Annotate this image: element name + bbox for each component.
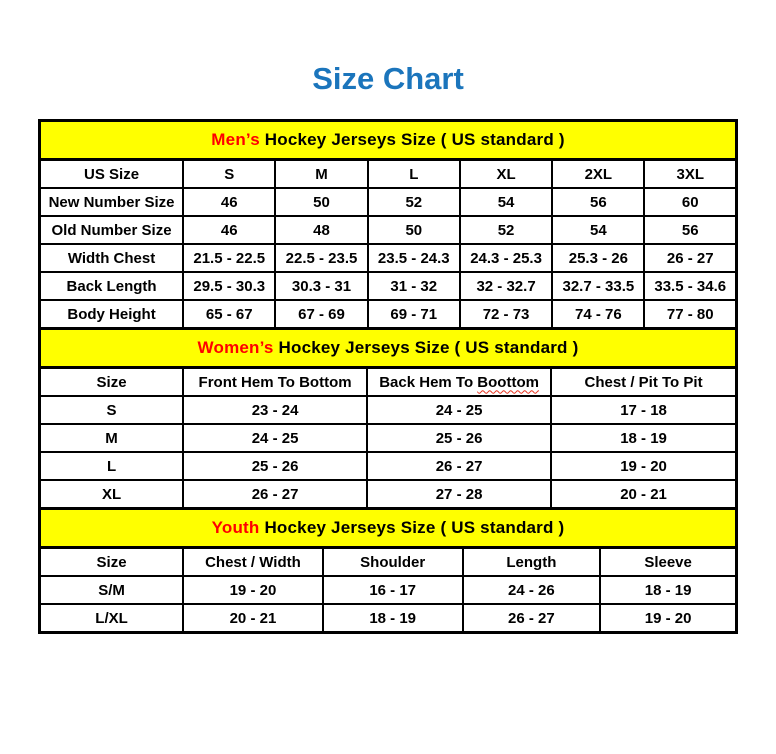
row-label: L — [40, 452, 184, 480]
header-cell: Chest / Pit To Pit — [551, 368, 736, 397]
data-cell: 46 — [183, 216, 275, 244]
header-cell: XL — [460, 160, 552, 189]
row-label: S/M — [40, 576, 184, 604]
header-row — [40, 160, 737, 189]
header-cell: US Size — [40, 160, 184, 189]
data-cell: 67 - 69 — [275, 300, 367, 329]
header-cell: Size — [40, 368, 184, 397]
section-title-text: Hockey Jerseys Size ( US standard ) — [264, 130, 565, 150]
data-cell: 19 - 20 — [600, 604, 736, 633]
data-cell: 23.5 - 24.3 — [368, 244, 460, 272]
data-cell: 26 - 27 — [367, 452, 551, 480]
row-label: Width Chest — [40, 244, 184, 272]
data-cell: 27 - 28 — [367, 480, 551, 509]
data-cell: 16 - 17 — [323, 576, 463, 604]
section-banner — [40, 121, 737, 160]
data-cell: 20 - 21 — [183, 604, 323, 633]
data-cell: 52 — [460, 216, 552, 244]
data-cell: 54 — [552, 216, 644, 244]
table-row — [40, 244, 737, 272]
table-row — [40, 452, 737, 480]
header-cell: Front Hem To Bottom — [183, 368, 367, 397]
table-row — [40, 396, 737, 424]
table-row — [40, 272, 737, 300]
row-label: S — [40, 396, 184, 424]
table-row — [40, 604, 737, 633]
table-row — [40, 300, 737, 329]
data-cell: 32.7 - 33.5 — [552, 272, 644, 300]
header-cell: L — [368, 160, 460, 189]
header-row — [40, 548, 737, 577]
table-row — [40, 576, 737, 604]
section-title-highlight: Youth — [211, 518, 260, 538]
data-cell: 46 — [183, 188, 275, 216]
header-cell: Size — [40, 548, 184, 577]
data-cell: 31 - 32 — [368, 272, 460, 300]
row-label: XL — [40, 480, 184, 509]
section-banner-row — [40, 121, 737, 160]
section-banner — [40, 509, 737, 548]
section-title-highlight: Men’s — [211, 130, 260, 150]
data-cell: 60 — [644, 188, 736, 216]
data-cell: 52 — [368, 188, 460, 216]
table-row — [40, 480, 737, 509]
data-cell: 69 - 71 — [368, 300, 460, 329]
header-cell: 2XL — [552, 160, 644, 189]
mens-size-table — [38, 119, 738, 330]
data-cell: 24 - 25 — [367, 396, 551, 424]
data-cell: 22.5 - 23.5 — [275, 244, 367, 272]
section-banner-row — [40, 509, 737, 548]
data-cell: 18 - 19 — [323, 604, 463, 633]
row-label: New Number Size — [40, 188, 184, 216]
data-cell: 65 - 67 — [183, 300, 275, 329]
data-cell: 29.5 - 30.3 — [183, 272, 275, 300]
table-row — [40, 216, 737, 244]
data-cell: 50 — [368, 216, 460, 244]
row-label: Old Number Size — [40, 216, 184, 244]
youth-size-table — [38, 507, 738, 634]
data-cell: 77 - 80 — [644, 300, 736, 329]
table-row — [40, 188, 737, 216]
data-cell: 19 - 20 — [183, 576, 323, 604]
data-cell: 54 — [460, 188, 552, 216]
page — [0, 62, 776, 634]
header-cell: Sleeve — [600, 548, 736, 577]
data-cell: 50 — [275, 188, 367, 216]
row-label: Body Height — [40, 300, 184, 329]
size-chart — [38, 119, 738, 634]
header-cell: Back Hem To Boottom — [367, 368, 551, 397]
data-cell: 56 — [552, 188, 644, 216]
header-cell: 3XL — [644, 160, 736, 189]
data-cell: 20 - 21 — [551, 480, 736, 509]
data-cell: 26 - 27 — [644, 244, 736, 272]
womens-size-table — [38, 327, 738, 510]
data-cell: 24 - 25 — [183, 424, 367, 452]
data-cell: 25.3 - 26 — [552, 244, 644, 272]
data-cell: 33.5 - 34.6 — [644, 272, 736, 300]
data-cell: 72 - 73 — [460, 300, 552, 329]
data-cell: 48 — [275, 216, 367, 244]
section-title-text: Hockey Jerseys Size ( US standard ) — [278, 338, 579, 358]
data-cell: 24 - 26 — [463, 576, 601, 604]
section-title-highlight: Women’s — [197, 338, 274, 358]
data-cell: 30.3 - 31 — [275, 272, 367, 300]
data-cell: 26 - 27 — [463, 604, 601, 633]
data-cell: 74 - 76 — [552, 300, 644, 329]
data-cell: 26 - 27 — [183, 480, 367, 509]
data-cell: 23 - 24 — [183, 396, 367, 424]
header-cell: S — [183, 160, 275, 189]
row-label: Back Length — [40, 272, 184, 300]
table-row — [40, 424, 737, 452]
header-cell: Chest / Width — [183, 548, 323, 577]
row-label: M — [40, 424, 184, 452]
misspelled-word: Boottom — [477, 373, 539, 391]
header-cell: M — [275, 160, 367, 189]
section-banner — [40, 329, 737, 368]
data-cell: 21.5 - 22.5 — [183, 244, 275, 272]
header-row — [40, 368, 737, 397]
data-cell: 17 - 18 — [551, 396, 736, 424]
header-cell: Shoulder — [323, 548, 463, 577]
header-cell: Length — [463, 548, 601, 577]
data-cell: 24.3 - 25.3 — [460, 244, 552, 272]
data-cell: 18 - 19 — [551, 424, 736, 452]
data-cell: 32 - 32.7 — [460, 272, 552, 300]
section-banner-row — [40, 329, 737, 368]
data-cell: 18 - 19 — [600, 576, 736, 604]
data-cell: 25 - 26 — [367, 424, 551, 452]
data-cell: 56 — [644, 216, 736, 244]
row-label: L/XL — [40, 604, 184, 633]
data-cell: 19 - 20 — [551, 452, 736, 480]
data-cell: 25 - 26 — [183, 452, 367, 480]
section-title-text: Hockey Jerseys Size ( US standard ) — [264, 518, 565, 538]
page-title: Size Chart — [312, 61, 464, 96]
